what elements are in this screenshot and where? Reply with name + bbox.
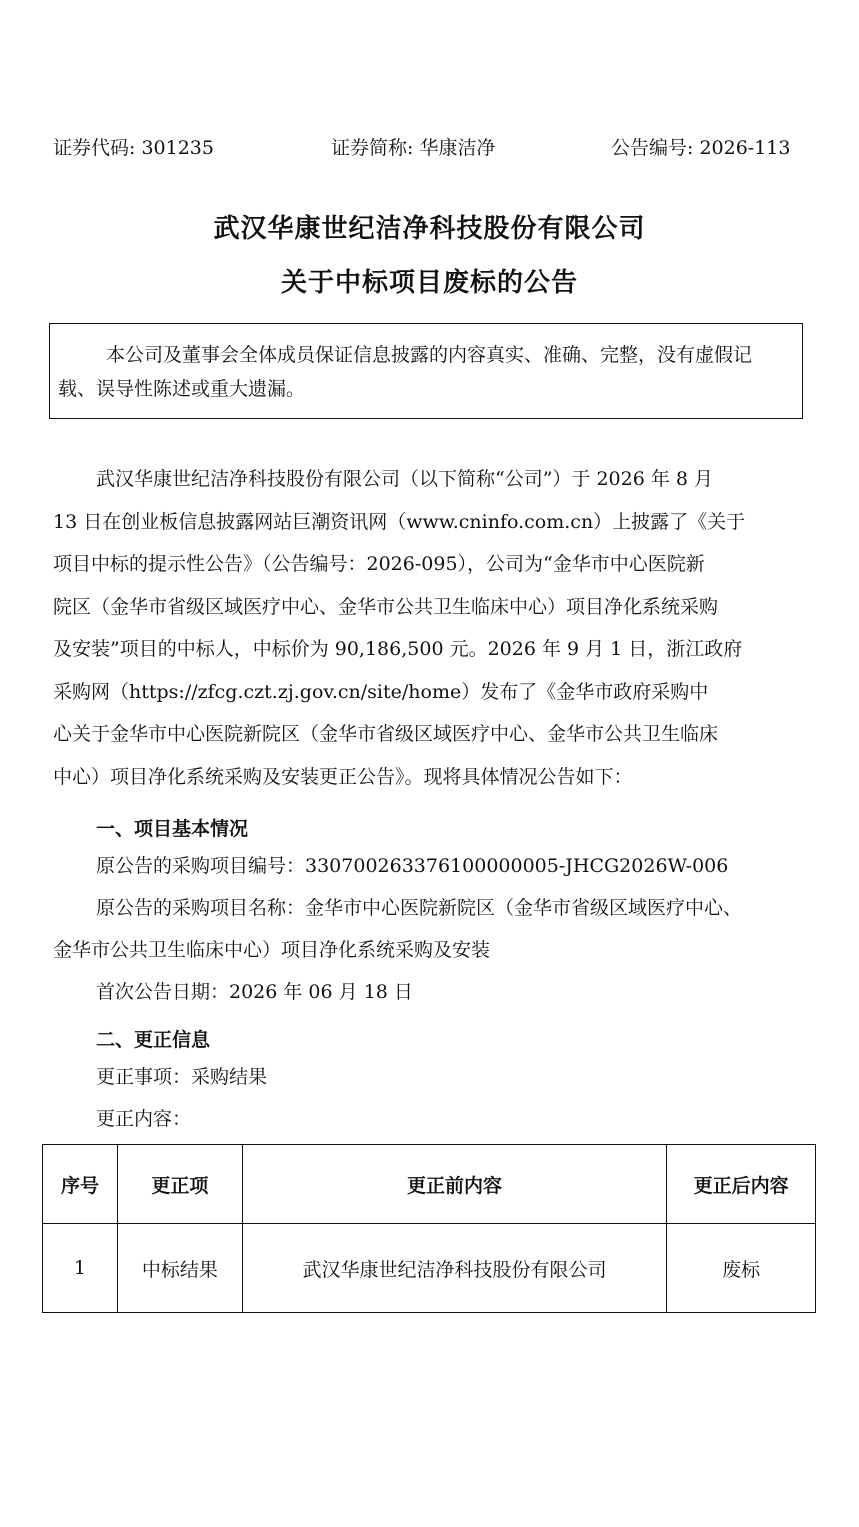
table-row [43, 1224, 816, 1313]
stock-code: 证券代码: 301235 [53, 137, 214, 159]
intro-line: 心关于金华市中心医院新院区（金华市省级区域医疗中心、金华市公共卫生临床 [53, 723, 719, 745]
stock-short-name: 证券简称: 华康洁净 [331, 137, 496, 159]
disclaimer-box [49, 323, 803, 419]
first-notice-date: 首次公告日期：2026 年 06 月 18 日 [96, 981, 413, 1003]
intro-line: 采购网（https://zfcg.czt.zj.gov.cn/site/home）发布了《金华市政府采购中 [53, 680, 709, 703]
notice-number: 公告编号: 2026-113 [611, 137, 791, 159]
intro-line: 13 日在创业板信息披露网站巨潮资讯网（www.cninfo.com.cn）上披露了《关于 [53, 510, 746, 533]
disclaimer-line-1: 本公司及董事会全体成员保证信息披露的内容真实、准确、完整，没有虚假记 [106, 344, 753, 366]
intro-line: 院区（金华市省级区域医疗中心、金华市公共卫生临床中心）项目净化系统采购 [53, 595, 719, 618]
project-number: 原公告的采购项目编号：330700263376100000005-JHCG2026W-006 [96, 855, 729, 877]
intro-line: 中心）项目净化系统采购及安装更正公告》。现将具体情况公告如下： [53, 765, 633, 788]
project-name-line-1: 原公告的采购项目名称：金华市中心医院新院区（金华市省级区域医疗中心、 [96, 897, 743, 919]
header-after: 更正后内容 [667, 1145, 816, 1224]
notice-title: 关于中标项目废标的公告 [280, 268, 578, 298]
cell-before: 武汉华康世纪洁净科技股份有限公司 [242, 1224, 666, 1313]
company-title: 武汉华康世纪洁净科技股份有限公司 [213, 214, 646, 244]
intro-line: 及安装”项目的中标人，中标价为 90,186,500 元。2026 年 9 月 1 日，浙江政府 [53, 638, 743, 660]
section-1-heading: 一、项目基本情况 [96, 818, 249, 840]
disclaimer-line-2: 载、误导性陈述或重大遗漏。 [58, 378, 306, 400]
intro-line: 武汉华康世纪洁净科技股份有限公司（以下简称“公司”）于 2026 年 8 月 [96, 468, 714, 490]
project-name-line-2: 金华市公共卫生临床中心）项目净化系统采购及安装 [53, 939, 491, 961]
intro-paragraph [53, 458, 805, 798]
correction-content-label: 更正内容： [96, 1108, 192, 1130]
cell-seq: 1 [43, 1224, 118, 1313]
section-2-heading: 二、更正信息 [96, 1029, 211, 1051]
header-before: 更正前内容 [242, 1145, 666, 1224]
cell-item: 中标结果 [117, 1224, 242, 1313]
header-seq: 序号 [43, 1145, 118, 1224]
correction-table [42, 1144, 816, 1313]
header-item: 更正项 [117, 1145, 242, 1224]
table-header-row [43, 1145, 816, 1224]
correction-item: 更正事项：采购结果 [96, 1066, 268, 1088]
cell-after: 废标 [667, 1224, 816, 1313]
intro-line: 项目中标的提示性公告》（公告编号：2026-095），公司为“金华市中心医院新 [53, 553, 705, 575]
